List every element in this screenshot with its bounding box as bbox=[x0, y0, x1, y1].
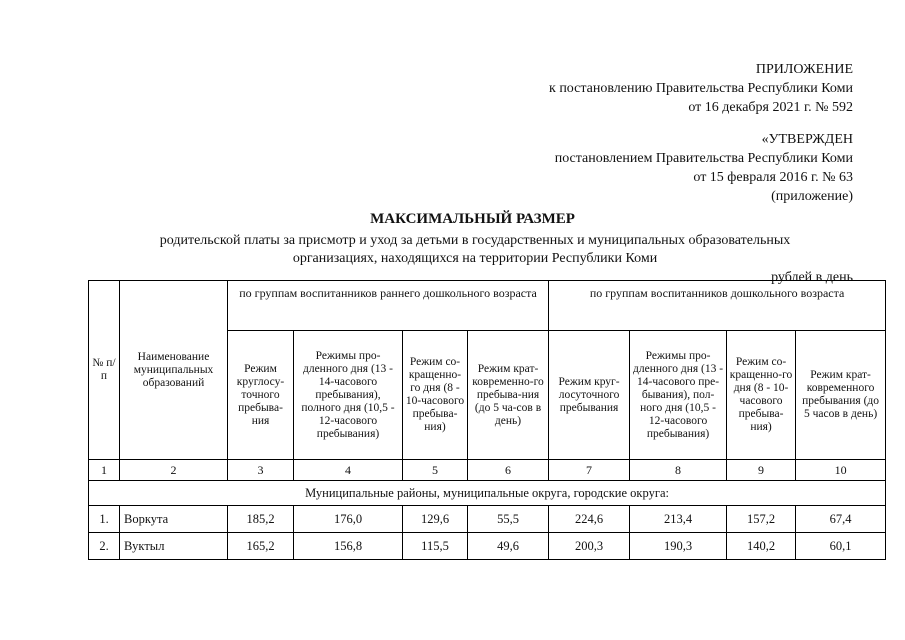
approved-line-3: (приложение) bbox=[771, 189, 853, 204]
subtitle-line-2: организациях, находящихся на территории Республики Коми bbox=[292, 251, 658, 266]
subtitle-line-1: родительской платы за присмотр и уход за детьми в государственных и муниципальных образовательных bbox=[159, 233, 791, 248]
header-pre-extended: Режимы про-дленного дня (13 - 14-часового пре-бывания), пол-ного дня (10,5 - 12-часового пребывания) bbox=[630, 331, 727, 460]
col-number: 4 bbox=[294, 460, 403, 481]
header-pre-shortterm: Режим крат-ковременного пребывания (до 5 часов в день) bbox=[796, 331, 886, 460]
row-number: 2. bbox=[89, 533, 120, 560]
municipality-name: Вуктыл bbox=[120, 533, 228, 560]
header-early-shortterm: Режим крат-ковременно-го пребыва-ния (до 5 ча-сов в день) bbox=[468, 331, 549, 460]
fee-cell: 49,6 bbox=[468, 533, 549, 560]
header-col-name: Наименование муниципальных образований bbox=[120, 281, 228, 460]
document-title: МАКСИМАЛЬНЫЙ РАЗМЕР bbox=[370, 211, 575, 227]
col-number: 10 bbox=[796, 460, 886, 481]
fee-table bbox=[88, 280, 886, 560]
document-subtitle bbox=[130, 232, 820, 268]
fee-cell: 140,2 bbox=[727, 533, 796, 560]
fee-cell: 115,5 bbox=[403, 533, 468, 560]
col-number: 5 bbox=[403, 460, 468, 481]
fee-cell: 157,2 bbox=[727, 506, 796, 533]
fee-cell: 176,0 bbox=[294, 506, 403, 533]
fee-cell: 55,5 bbox=[468, 506, 549, 533]
header-pre-roundclock: Режим круг-лосуточного пребывания bbox=[549, 331, 630, 460]
header-early-shortened: Режим со-кращенно-го дня (8 - 10-часового пребыва-ния) bbox=[403, 331, 468, 460]
header-group-early: по группам воспитанников раннего дошкольного возраста bbox=[228, 281, 549, 331]
table-row bbox=[89, 506, 886, 533]
col-number: 3 bbox=[228, 460, 294, 481]
fee-cell: 213,4 bbox=[630, 506, 727, 533]
fee-cell: 200,3 bbox=[549, 533, 630, 560]
units-label: рублей в день bbox=[771, 270, 853, 285]
approved-line-2: от 15 февраля 2016 г. № 63 bbox=[693, 170, 853, 185]
fee-cell: 190,3 bbox=[630, 533, 727, 560]
appendix-header bbox=[549, 60, 853, 117]
approved-label: «УТВЕРЖДЕН bbox=[761, 132, 853, 147]
fee-cell: 60,1 bbox=[796, 533, 886, 560]
approved-header bbox=[555, 130, 853, 206]
fee-cell: 67,4 bbox=[796, 506, 886, 533]
header-group-preschool: по группам воспитанников дошкольного возраста bbox=[549, 281, 886, 331]
header-pre-shortened: Режим со-кращенно-го дня (8 - 10-часового пребыва-ния) bbox=[727, 331, 796, 460]
municipality-name: Воркута bbox=[120, 506, 228, 533]
appendix-label: ПРИЛОЖЕНИЕ bbox=[755, 62, 853, 77]
table-row bbox=[89, 533, 886, 560]
section-heading: Муниципальные районы, муниципальные округа, городские округа: bbox=[89, 481, 886, 506]
fee-cell: 185,2 bbox=[228, 506, 294, 533]
col-number: 6 bbox=[468, 460, 549, 481]
col-number: 2 bbox=[120, 460, 228, 481]
fee-cell: 129,6 bbox=[403, 506, 468, 533]
header-early-extended: Режимы про-дленного дня (13 - 14-часового пребывания), полного дня (10,5 - 12-часового пребывания) bbox=[294, 331, 403, 460]
header-col-no: № п/п bbox=[89, 281, 120, 460]
appendix-line-2: от 16 декабря 2021 г. № 592 bbox=[688, 100, 853, 115]
col-number: 1 bbox=[89, 460, 120, 481]
fee-cell: 224,6 bbox=[549, 506, 630, 533]
approved-line-1: постановлением Правительства Республики Коми bbox=[554, 151, 853, 166]
col-number: 7 bbox=[549, 460, 630, 481]
col-number: 9 bbox=[727, 460, 796, 481]
fee-cell: 165,2 bbox=[228, 533, 294, 560]
col-number: 8 bbox=[630, 460, 727, 481]
row-number: 1. bbox=[89, 506, 120, 533]
fee-cell: 156,8 bbox=[294, 533, 403, 560]
header-early-roundclock: Режим круглосу-точного пребыва-ния bbox=[228, 331, 294, 460]
appendix-line-1: к постановлению Правительства Республики Коми bbox=[549, 81, 853, 96]
